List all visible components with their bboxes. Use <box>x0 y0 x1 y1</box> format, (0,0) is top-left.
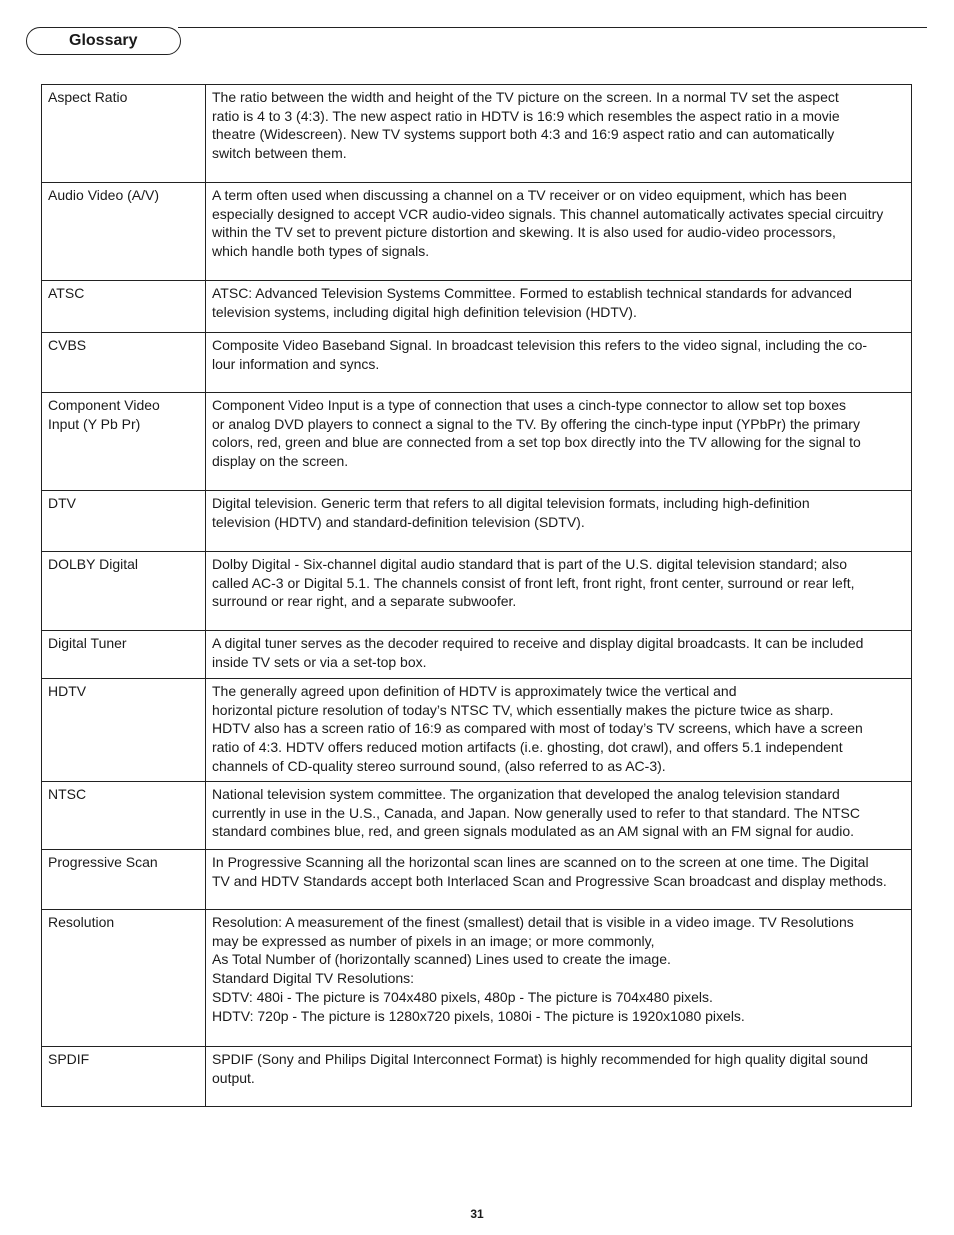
term-line: Input (Y Pb Pr) <box>48 415 141 432</box>
glossary-row <box>42 491 912 552</box>
glossary-row <box>42 281 912 333</box>
definition-line: Dolby Digital - Six-channel digital audio standard that is part of the U.S. digital television standard; also <box>212 556 848 572</box>
definition-line: HDTV also has a screen ratio of 16:9 as compared with most of today’s TV screens, which have a screen <box>212 720 863 737</box>
term-line: Aspect Ratio <box>48 89 128 105</box>
glossary-term <box>42 850 206 910</box>
glossary-row <box>42 183 912 281</box>
definition-line: Component Video Input is a type of connection that uses a cinch-type connector to allow set top boxes <box>212 397 847 413</box>
definition-line: switch between them. <box>212 145 347 162</box>
glossary-term <box>42 552 206 631</box>
glossary-term <box>42 85 206 183</box>
definition-line: National television system committee. The organization that developed the analog television standard <box>212 786 840 802</box>
definition-line: Standard Digital TV Resolutions: <box>212 970 415 987</box>
definition-line: The generally agreed upon definition of HDTV is approximately twice the vertical and <box>212 683 737 699</box>
definition-line: television (HDTV) and standard-definition television (SDTV). <box>212 513 585 530</box>
glossary-term <box>42 491 206 552</box>
definition-line: TV and HDTV Standards accept both Interlaced Scan and Progressive Scan broadcast and display methods. <box>212 872 887 889</box>
glossary-term <box>42 910 206 1047</box>
term-line: Resolution <box>48 914 115 930</box>
glossary-term <box>42 333 206 393</box>
definition-line: colors, red, green and blue are connected from a set top box directly into the TV allowing for the signal to <box>212 434 861 451</box>
definition-line: currently in use in the U.S., Canada, and Japan. Now generally used to refer to that standard. The NTSC <box>212 804 860 821</box>
definition-line: horizontal picture resolution of today’s NTSC TV, which essentially makes the picture twice as sharp. <box>212 701 834 718</box>
definition-line: A digital tuner serves as the decoder required to receive and display digital broadcasts. It can be included <box>212 635 864 651</box>
definition-line: standard combines blue, red, and green signals modulated as an AM signal with an FM signal for audio. <box>212 823 855 840</box>
definition-line: SDTV: 480i - The picture is 704x480 pixels, 480p - The picture is 704x480 pixels. <box>212 988 713 1005</box>
definition-line: television systems, including digital high definition television (HDTV). <box>212 303 637 320</box>
glossary-row <box>42 333 912 393</box>
definition-line: SPDIF (Sony and Philips Digital Interconnect Format) is highly recommended for high quality digital sound <box>212 1051 868 1067</box>
page-number: 31 <box>470 1207 484 1221</box>
glossary-definition <box>206 850 912 910</box>
glossary-definition <box>206 281 912 333</box>
definition-line: ratio is 4 to 3 (4:3). The new aspect ratio in HDTV is 16:9 which resembles the aspect ratio in a movie <box>212 107 840 124</box>
glossary-term <box>42 393 206 491</box>
term-line: SPDIF <box>48 1051 90 1067</box>
definition-line: As Total Number of (horizontally scanned) Lines used to create the image. <box>212 951 671 968</box>
glossary-definition <box>206 393 912 491</box>
term-line: Audio Video (A/V) <box>48 187 160 203</box>
definition-line: display on the screen. <box>212 453 349 470</box>
glossary-row <box>42 782 912 850</box>
glossary-definition <box>206 782 912 850</box>
definition-line: especially designed to accept VCR audio-video signals. This channel automatically activates special circuitry <box>212 205 884 222</box>
glossary-term <box>42 679 206 782</box>
definition-line: surround or rear right, and a separate subwoofer. <box>212 593 517 610</box>
term-line: NTSC <box>48 786 87 802</box>
term-line: HDTV <box>48 683 87 699</box>
glossary-row <box>42 1047 912 1107</box>
definition-line: Digital television. Generic term that refers to all digital television formats, including high-definition <box>212 495 810 511</box>
definition-line: Resolution: A measurement of the finest (smallest) detail that is visible in a video image. TV Resolutions <box>212 914 854 930</box>
glossary-definition <box>206 85 912 183</box>
glossary-term <box>42 183 206 281</box>
page-title: Glossary <box>69 32 138 49</box>
definition-line: Composite Video Baseband Signal. In broadcast television this refers to the video signal, including the co- <box>212 337 868 353</box>
glossary-row <box>42 679 912 782</box>
glossary-row <box>42 850 912 910</box>
term-line: Component Video <box>48 397 160 413</box>
section-title-tab <box>26 27 181 55</box>
glossary-row <box>42 85 912 183</box>
definition-line: HDTV: 720p - The picture is 1280x720 pixels, 1080i - The picture is 1920x1080 pixels. <box>212 1007 745 1024</box>
term-line: ATSC <box>48 285 85 301</box>
glossary-definition <box>206 631 912 679</box>
definition-line: called AC-3 or Digital 5.1. The channels consist of front left, front right, front center, surround or rear left, <box>212 574 855 591</box>
glossary-definition <box>206 1047 912 1107</box>
glossary-definition <box>206 333 912 393</box>
term-line: DTV <box>48 495 76 511</box>
term-line: CVBS <box>48 337 87 353</box>
glossary-term <box>42 782 206 850</box>
header-rule <box>178 27 927 28</box>
glossary-row <box>42 393 912 491</box>
glossary-definition <box>206 910 912 1047</box>
term-line: DOLBY Digital <box>48 556 139 572</box>
definition-line: lour information and syncs. <box>212 355 380 372</box>
term-line: Progressive Scan <box>48 854 158 870</box>
definition-line: within the TV set to prevent picture distortion and skewing. It is also used for audio-video processors, <box>212 224 836 241</box>
glossary-row <box>42 631 912 679</box>
definition-line: The ratio between the width and height of the TV picture on the screen. In a normal TV set the aspect <box>212 89 839 105</box>
definition-line: A term often used when discussing a channel on a TV receiver or on video equipment, which has been <box>212 187 847 203</box>
definition-line: inside TV sets or via a set-top box. <box>212 653 427 670</box>
glossary-row <box>42 910 912 1047</box>
definition-line: In Progressive Scanning all the horizontal scan lines are scanned on to the screen at one time. The Digital <box>212 854 869 870</box>
definition-line: ratio of 4:3. HDTV offers reduced motion artifacts (i.e. ghosting, dot crawl), and offers 5.1 independent <box>212 739 843 756</box>
definition-line: output. <box>212 1069 255 1086</box>
glossary-definition <box>206 552 912 631</box>
glossary-term <box>42 1047 206 1107</box>
glossary-definition <box>206 183 912 281</box>
definition-line: may be expressed as number of pixels in an image; or more commonly, <box>212 932 655 949</box>
glossary-term <box>42 631 206 679</box>
definition-line: which handle both types of signals. <box>212 243 430 260</box>
glossary-table <box>41 84 912 1107</box>
definition-line: theatre (Widescreen). New TV systems support both 4:3 and 16:9 aspect ratio and can automatically <box>212 126 835 143</box>
glossary-row <box>42 552 912 631</box>
glossary-definition <box>206 679 912 782</box>
glossary-definition <box>206 491 912 552</box>
definition-line: ATSC: Advanced Television Systems Committee. Formed to establish technical standards for advanced <box>212 285 852 301</box>
definition-line: or analog DVD players to connect a signal to the TV. By offering the cinch-type input (YPbPr) the primary <box>212 415 860 432</box>
definition-line: channels of CD-quality stereo surround sound, (also referred to as AC-3). <box>212 757 666 774</box>
glossary-term <box>42 281 206 333</box>
term-line: Digital Tuner <box>48 635 127 651</box>
